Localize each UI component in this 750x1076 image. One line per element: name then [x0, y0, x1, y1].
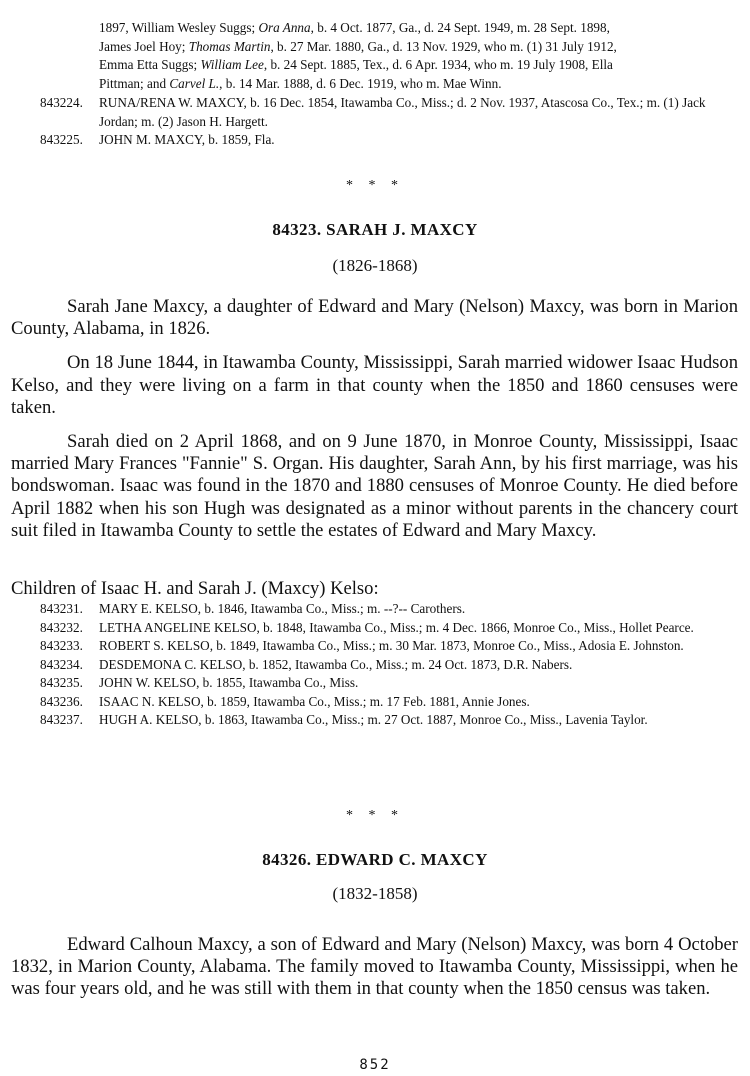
section-dates: (1826-1868) — [332, 256, 418, 275]
italic-name: Thomas Martin — [188, 38, 271, 54]
list-item — [0, 711, 750, 730]
italic-name: Ora Anna — [258, 20, 311, 35]
text-span: , b. 24 Sept. 1885, Tex., d. 6 Apr. 1934, who m. 19 July 1908, Ella — [263, 57, 613, 72]
children-heading: Children of Isaac H. and Sarah J. (Maxcy) Kelso: — [11, 578, 379, 599]
paragraph: Edward Calhoun Maxcy, a son of Edward and Mary (Nelson) Maxcy, was born 4 October 1832, in Marion County, Alabama. The family moved to Itawamba County, Mississippi, when he was four years old, and he was still with them in that county when the 1850 census was taken. — [11, 934, 738, 1000]
text-span: , b. 27 Mar. 1880, Ga., d. 13 Nov. 1929, who m. (1) 31 July 1912, — [270, 38, 617, 54]
entry-text: ISAAC N. KELSO, b. 1859, Itawamba Co., Miss.; m. 17 Feb. 1881, Annie Jones. — [99, 693, 530, 709]
section-heading: 84326. EDWARD C. MAXCY — [262, 850, 488, 869]
section-separator: * * * — [346, 178, 404, 193]
list-item — [0, 600, 750, 619]
list-item — [0, 637, 750, 656]
section-dates: (1832-1858) — [332, 884, 418, 903]
entry-text: MARY E. KELSO, b. 1846, Itawamba Co., Miss.; m. --?-- Carothers. — [99, 601, 466, 616]
continued-line — [99, 56, 738, 75]
list-item — [0, 94, 750, 131]
entry-text: JOHN W. KELSO, b. 1855, Itawamba Co., Miss. — [99, 675, 359, 690]
italic-name: Carvel L. — [169, 75, 220, 91]
section-separator: * * * — [346, 808, 404, 823]
continued-entry-text — [99, 19, 738, 93]
entry-text: JOHN M. MAXCY, b. 1859, Fla. — [99, 132, 275, 147]
list-item — [0, 656, 750, 675]
text-span: James Joel Hoy; — [99, 38, 189, 54]
text-span: Pittman; and — [99, 75, 170, 91]
entry-text: ROBERT S. KELSO, b. 1849, Itawamba Co., Miss.; m. 30 Mar. 1873, Monroe Co., Miss., Adosia E. Johnston. — [99, 638, 684, 653]
text-span: , b. 14 Mar. 1888, d. 6 Dec. 1919, who m. Mae Winn. — [219, 75, 502, 91]
entry-number: 843235. — [40, 675, 83, 690]
text-span: , b. 4 Oct. 1877, Ga., d. 24 Sept. 1949, m. 28 Sept. 1898, — [310, 20, 610, 35]
paragraph: On 18 June 1844, in Itawamba County, Mississippi, Sarah married widower Isaac Hudson Kelso, and they were living on a farm in that county when the 1850 and 1860 censuses were taken. — [11, 352, 738, 418]
continued-line — [99, 19, 738, 38]
text-span: Emma Etta Suggs; — [99, 57, 201, 72]
entry-number: 843237. — [40, 712, 83, 727]
continued-line — [99, 38, 738, 57]
section-body — [0, 934, 750, 1001]
entry-number: 843224. — [40, 95, 83, 110]
list-item — [0, 619, 750, 638]
entry-number: 843225. — [40, 132, 83, 147]
continued-line — [99, 75, 738, 94]
entry-text: RUNA/RENA W. MAXCY, b. 16 Dec. 1854, Itawamba Co., Miss.; d. 2 Nov. 1937, Atascosa Co., Tex.; m. (1) Jack Jordan; m. (2) Jason H. Hargett. — [99, 95, 706, 129]
entry-text: HUGH A. KELSO, b. 1863, Itawamba Co., Miss.; m. 27 Oct. 1887, Monroe Co., Miss., Lavenia Taylor. — [99, 712, 648, 727]
text-span: 1897, William Wesley Suggs; — [99, 20, 259, 35]
entry-text: DESDEMONA C. KELSO, b. 1852, Itawamba Co., Miss.; m. 24 Oct. 1873, D.R. Nabers. — [99, 656, 573, 672]
entry-number: 843234. — [40, 656, 83, 672]
list-item — [0, 674, 750, 693]
list-item — [0, 693, 750, 712]
entry-text: LETHA ANGELINE KELSO, b. 1848, Itawamba Co., Miss.; m. 4 Dec. 1866, Monroe Co., Miss., Hollet Pearce. — [99, 619, 694, 635]
italic-name: William Lee — [200, 57, 264, 72]
entry-number: 843231. — [40, 601, 83, 616]
paragraph: Sarah Jane Maxcy, a daughter of Edward and Mary (Nelson) Maxcy, was born in Marion County, Alabama, in 1826. — [11, 296, 738, 340]
entry-number: 843232. — [40, 619, 83, 635]
top-entry-list — [0, 94, 750, 150]
page-number: 852 — [359, 1057, 391, 1073]
children-list — [0, 600, 750, 730]
paragraph: Sarah died on 2 April 1868, and on 9 June 1870, in Monroe County, Mississippi, Isaac married Mary Frances "Fannie" S. Organ. His daughter, Sarah Ann, by his first marriage, was his bondswoman. Isaac was found in the 1870 and 1880 censuses of Monroe County. He died before April 1882 when his son Hugh was designated as a minor without parents in the chancery court suit filed in Itawamba County to settle the estates of Edward and Mary Maxcy. — [11, 431, 738, 541]
entry-number: 843236. — [40, 693, 83, 709]
list-item — [0, 131, 750, 150]
entry-number: 843233. — [40, 638, 83, 653]
section-heading: 84323. SARAH J. MAXCY — [272, 220, 478, 239]
section-body — [0, 296, 750, 542]
